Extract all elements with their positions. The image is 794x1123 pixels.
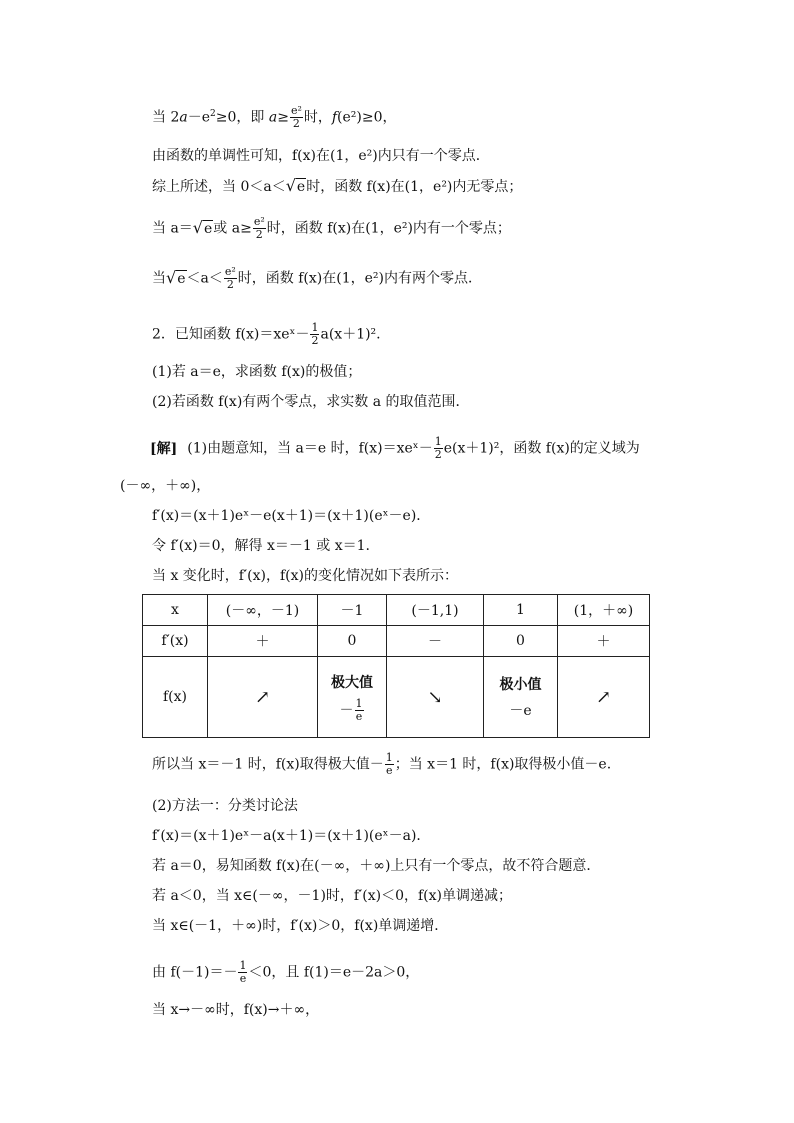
table-row-fprime [143, 626, 650, 657]
case-a-negative-2: 当 x∈(－1，＋∞)时，f′(x)＞0，f(x)单调递增． [152, 918, 449, 934]
table-cell: x [143, 595, 208, 626]
question-2-part-1: (1)若 a＝e，求函数 f(x)的极值； [152, 364, 362, 380]
case-a-negative-1: 若 a＜0，当 x∈(－∞，－1)时，f′(x)＜0，f(x)单调递减； [152, 888, 512, 904]
solution-line-1: [解] (1)由题意知，当 a＝e 时，f(x)＝xeˣ－ $\frac{1}{2}$ e(x＋1)²，函数 f(x)的定义域为 [150, 435, 640, 461]
fraction-e2-over-2: $\frac{\text{e²}}{2}$ [224, 265, 236, 291]
table-cell: (－∞，－1) [208, 595, 318, 626]
fraction-one-over-e: $\frac{1}{e}$ [239, 959, 247, 985]
f-minus-one-line: 由 f(－1)＝－ $\frac{1}{e}$ ＜0，且 f(1)＝e－2a＞0， [152, 959, 420, 985]
question-2-part-2: (2)若函数 f(x)有两个零点，求实数 a 的取值范围． [152, 394, 470, 410]
sqrt-e: √e [192, 217, 213, 237]
table-cell: 0 [484, 626, 558, 657]
text-line-4: 当 a＝√e或 a≥ $\frac{\text{e²}}{2}$ 时，函数 f(x)在(1，e²)内有一个零点； [152, 215, 511, 241]
table-intro: 当 x 变化时，f′(x)，f(x)的变化情况如下表所示： [152, 568, 458, 584]
fraction-one-over-e: $\frac{1}{e}$ [385, 751, 393, 777]
table-cell: － [387, 626, 484, 657]
table-cell: f(x) [143, 657, 208, 738]
zero-line: 令 f′(x)＝0，解得 x＝－1 或 x＝1. [152, 538, 370, 554]
sqrt-e: √e [166, 267, 186, 287]
derivative-line-2: f′(x)＝(x＋1)eˣ－a(x＋1)＝(x＋1)(eˣ－a)． [152, 828, 431, 844]
fraction-one-half: $\frac{1}{2}$ [311, 321, 319, 347]
increasing-arrow-icon: ↗ [558, 657, 650, 738]
text-line-5: 当√e＜a＜ $\frac{\text{e²}}{2}$ 时，函数 f(x)在(1，e²)内有两个零点． [152, 265, 482, 291]
fraction-one-half: $\frac{1}{2}$ [434, 435, 442, 461]
method-heading: (2)方法一：分类讨论法 [152, 798, 298, 814]
solution-tag: [解] [150, 440, 178, 457]
text-line-2: 由函数的单调性可知，f(x)在(1，e²)内只有一个零点． [152, 148, 490, 164]
sqrt-e: √e [285, 176, 306, 195]
limit-line: 当 x→－∞时，f(x)→＋∞， [152, 1002, 320, 1018]
derivative-line-1: f′(x)＝(x＋1)eˣ－e(x＋1)＝(x＋1)(eˣ－e)． [152, 508, 431, 524]
fraction-one-over-e: $\frac{1}{e}$ [355, 696, 363, 723]
table-cell-local-max: 极大值 － $\frac{1}{e}$ [318, 657, 387, 738]
table-cell: ＋ [558, 626, 650, 657]
fraction-e2-over-2: $\frac{\text{e²}}{2}$ [253, 215, 265, 241]
table-row-x [143, 595, 650, 626]
table-cell: (1，＋∞) [558, 595, 650, 626]
table-cell: －1 [318, 595, 387, 626]
case-a-zero: 若 a＝0，易知函数 f(x)在(－∞，＋∞)上只有一个零点，故不符合题意． [152, 858, 601, 874]
decreasing-arrow-icon: ↘ [387, 657, 484, 738]
table-cell: 1 [484, 595, 558, 626]
table-cell: (－1,1) [387, 595, 484, 626]
table-cell-local-min: 极小值 －e [484, 657, 558, 738]
text-line-1: 当 $2a-e^2\ge 0$，即 a≥ $\frac{\text{e²}}{2}$ 时，f(e²)≥0， [152, 104, 397, 131]
question-2-stem: 2．已知函数 f(x)＝xeˣ－ $\frac{1}{2}$ a(x＋1)². [152, 321, 381, 347]
fraction-e2-over-2: $\frac{\text{e²}}{2}$ [290, 104, 302, 131]
solution-domain: (－∞，＋∞)， [120, 478, 211, 494]
variation-table [142, 594, 650, 738]
table-cell: 0 [318, 626, 387, 657]
table-row-f [143, 657, 650, 738]
table-cell: ＋ [208, 626, 318, 657]
increasing-arrow-icon: ↗ [208, 657, 318, 738]
text-line-3: 综上所述，当 0＜a＜√e时，函数 f(x)在(1，e²)内无零点； [152, 176, 523, 195]
table-cell: f′(x) [143, 626, 208, 657]
conclusion-line: 所以当 x＝－1 时，f(x)取得极大值－ $\frac{1}{e}$ ；当 x＝1 时，f(x)取得极小值－e. [152, 751, 612, 777]
